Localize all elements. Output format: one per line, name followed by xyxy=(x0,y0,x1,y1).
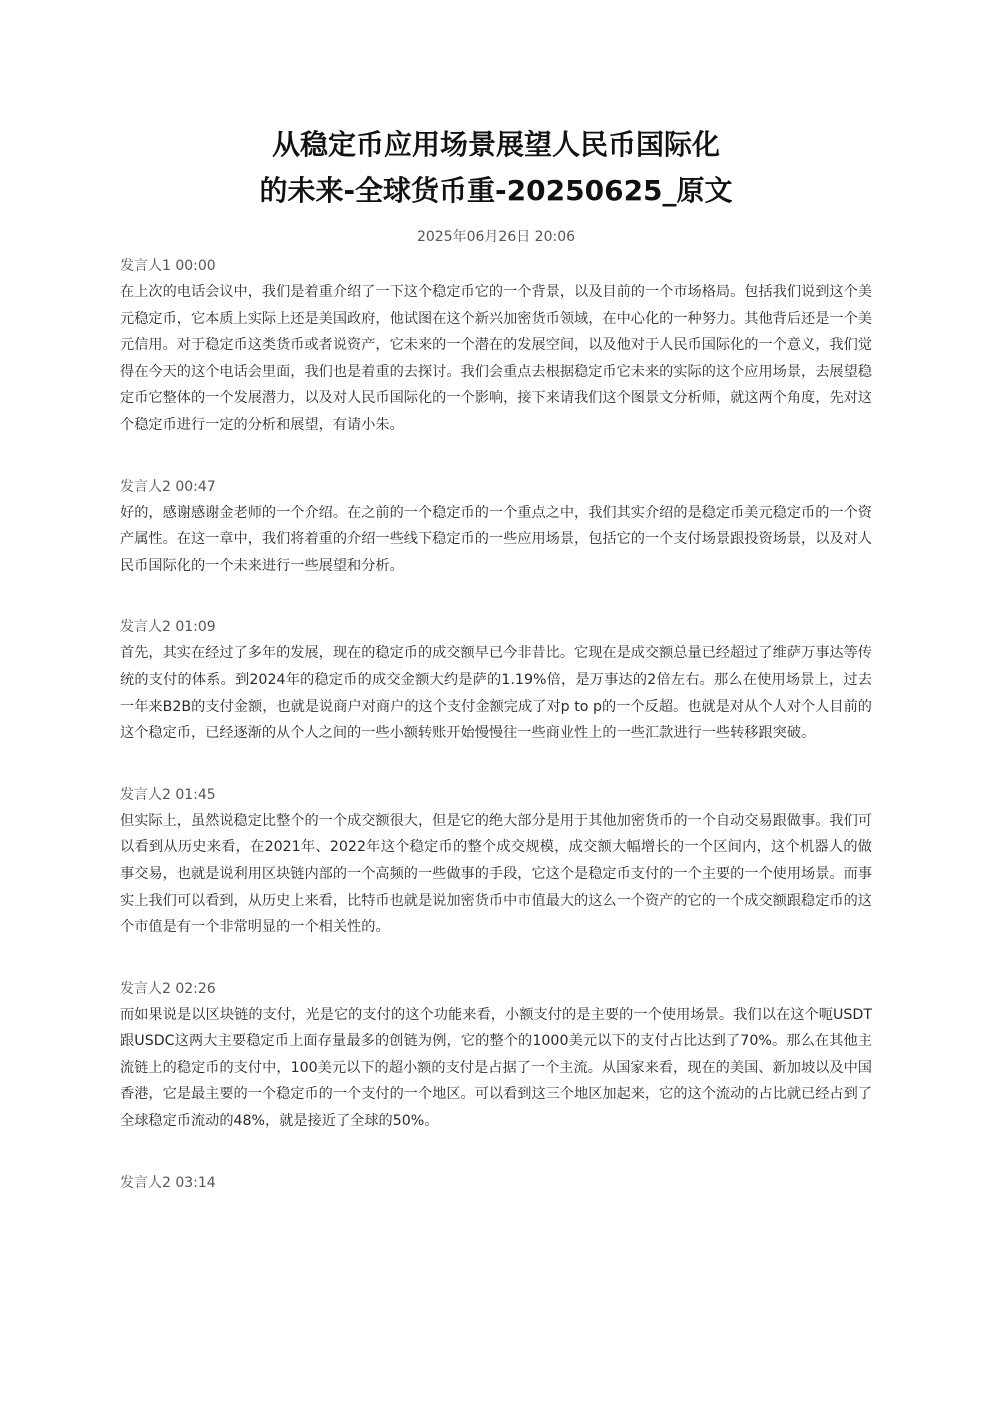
speaker-label: 发言人1 00:00 xyxy=(120,258,216,274)
transcript-section xyxy=(120,253,872,439)
document-datetime: 2025年06月26日 20:06 xyxy=(416,229,576,245)
speaker-label: 发言人2 00:47 xyxy=(120,478,216,495)
transcript-section xyxy=(120,474,872,580)
title-line-2: 的未来-全球货币重-20250625_原文 xyxy=(259,174,733,207)
transcript-section xyxy=(120,782,872,941)
speaker-label: 发言人2 01:09 xyxy=(120,619,216,636)
speaker-label: 发言人2 01:45 xyxy=(120,786,216,803)
speaker-label: 发言人2 03:14 xyxy=(120,1174,216,1191)
transcript-section xyxy=(120,976,872,1135)
transcript-text: 但实际上，虽然说稳定比整个的一个成交额很大，但是它的绝大部分是用于其他加密货币的一个自动交易跟做事。我们可以看到从历史来看，在2021年、2022年这个稳定币的整个成交规模，成交额大幅增长的一个区间内，这个机器人的做事交易，也就是说利用区块链内部的一个高频的一些做事的手段，它这个是稳定币支付的一个主要的一个使用场景。而事实上我们可以看到，从历史上来看，比特币也就是说加密货币中市值最大的这么一个资产的它的一个成交额跟稳定币的这个市值是有一个非常明显的一个相关性的。 xyxy=(120,812,872,936)
transcript-section xyxy=(120,614,872,746)
speaker-label: 发言人2 02:26 xyxy=(120,980,216,997)
transcript-text: 在上次的电话会议中，我们是着重介绍了一下这个稳定币它的一个背景，以及目前的一个市场格局。包括我们说到这个美元稳定币，它本质上实际上还是美国政府，他试图在这个新兴加密货币领域，在中心化的一种努力。其他背后还是一个美元信用。对于稳定币这类货币或者说资产，它未来的一个潜在的发展空间，以及他对于人民币国际化的一个意义，我们觉得在今天的这个电话会里面，我们也是着重的去探讨。我们会重点去根据稳定币它未来的实际的这个应用场景，去展望稳定币它整体的一个发展潜力，以及对人民币国际化的一个影响，接下来请我们这个图景文分析师，就这两个角度，先对这个稳定币进行一定的分析和展望，有请小朱。 xyxy=(120,284,872,433)
transcript-text: 而如果说是以区块链的支付，光是它的支付的这个功能来看，小额支付的是主要的一个使用场景。我们以在这个呃USDT跟USDC这两大主要稳定币上面存量最多的创链为例，它的整个的1000美元以下的支付占比达到了70%。那么在其他主流链上的稳定币的支付中，100美元以下的超小额的支付是占据了一个主流。从国家来看，现在的美国、新加坡以及中国香港，它是最主要的一个稳定币的一个支付的一个地区。可以看到这三个地区加起来，它的这个流动的占比就已经占到了全球稳定币流动的48%，就是接近了全球的50%。 xyxy=(120,1006,872,1130)
transcript-text: 首先，其实在经过了多年的发展，现在的稳定币的成交额早已今非昔比。它现在是成交额总量已经超过了维萨万事达等传统的支付的体系。到2024年的稳定币的成交金额大约是萨的1.19%倍，是万事达的2倍左右。那么在使用场景上，过去一年来B2B的支付金额，也就是说商户对商户的这个支付金额完成了对p to p的一个反超。也就是对从个人对个人目前的这个稳定币，已经逐渐的从个人之间的一些小额转账开始慢慢往一些商业性上的一些汇款进行一些转移跟突破。 xyxy=(120,645,872,742)
transcript-text: 好的，感谢感谢金老师的一个介绍。在之前的一个稳定币的一个重点之中，我们其实介绍的是稳定币美元稳定币的一个资产属性。在这一章中，我们将着重的介绍一些线下稳定币的一些应用场景，包括它的一个支付场景跟投资场景，以及对人民币国际化的一个未来进行一些展望和分析。 xyxy=(120,504,872,574)
document-title xyxy=(120,122,872,214)
title-line-1: 从稳定币应用场景展望人民币国际化 xyxy=(271,128,720,161)
transcript-section xyxy=(120,1170,872,1196)
